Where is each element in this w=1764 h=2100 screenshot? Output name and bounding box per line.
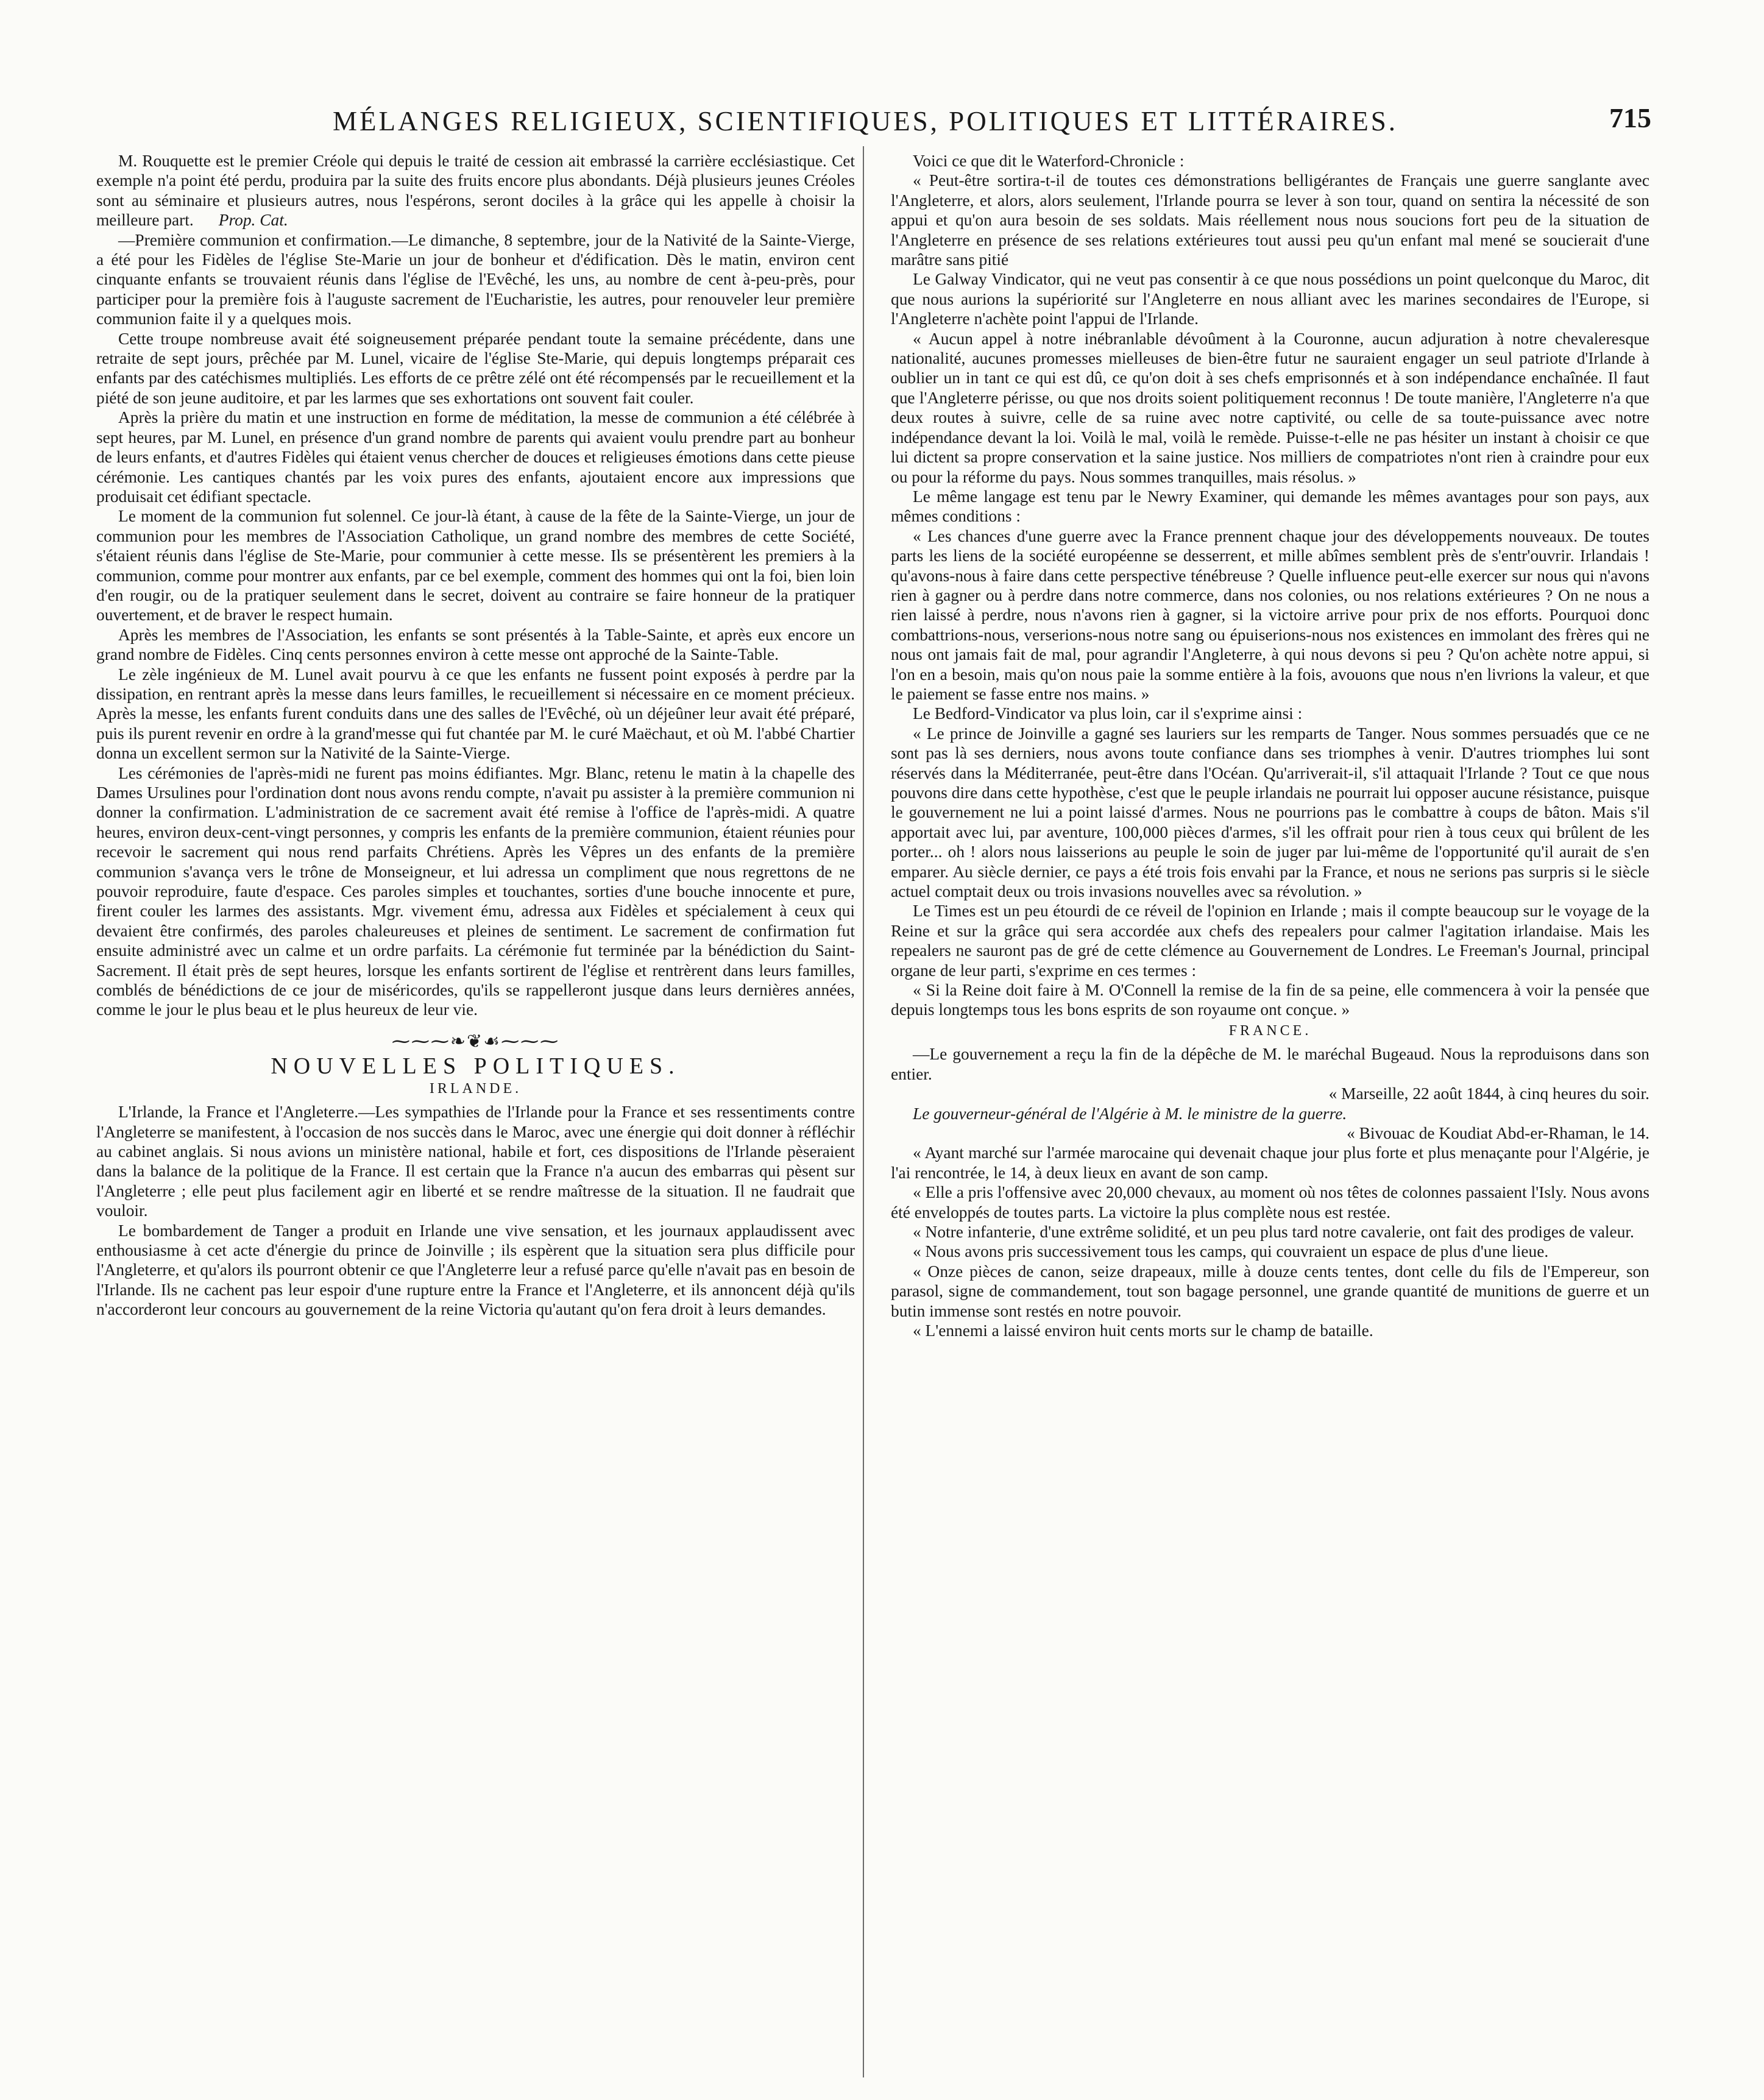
column-divider xyxy=(863,146,864,2077)
quote-freemans: « Si la Reine doit faire à M. O'Connell la remise de la fin de sa peine, elle commencera à voir la pensée que depuis longtemps tous les bons esprits de son royaume ont conçue. » xyxy=(891,981,1649,1019)
quote-newry: « Les chances d'une guerre avec la France prennent chaque jour des développements nouveaux. De toutes parts les liens de la société européenne se desserrent, et mille abîmes semblent près de s'entr'ouvrir. Irlandais ! qu'avons-nous à faire dans cette perspective ténébreuse ? Quelle influence peut-elle exercer sur nous qui n'avons rien à gagner ou à perdre dans notre commerce, dans nos colonies, ou nos relations extérieures ? On ne nous a rien laissé à perdre, nous n'avons rien à gagner, si la victoire arrive pour prix de nos efforts. Pourquoi donc combattrions-nous, verserions-nous notre sang ou épuiserions-nous nos existences en immolant des frères qui ne nous ont jamais fait de mal, pour agrandir l'Angleterre, à qui nous devons si peu ? Qu'on achète notre appui, si l'on en a besoin, mais qu'on nous paie la somme entière à la fois, avouons que nous n'en livrions la valeur, et que le paiement se fasse entre nos mains. » xyxy=(891,526,1649,703)
ornament-divider: ⁓⁓⁓❧❦☙⁓⁓⁓ xyxy=(391,1031,560,1052)
left-column xyxy=(96,151,855,2070)
paragraph-times: Le Times est un peu étourdi de ce réveil de l'opinion en Irlande ; mais il compte beaucoup sur le voyage de la Reine et sur la grâce qui sera accordée aux chefs des repealers pour calmer l'agitation irlandaise. Mais les repealers ne sauront pas de gré de cette clémence au Gouvernement de Londres. Le Freeman's Journal, principal organe de leur parti, s'exprime en ces termes : xyxy=(891,902,1649,980)
paragraph-bedford: Le Bedford-Vindicator va plus loin, car il s'exprime ainsi : xyxy=(913,704,1303,723)
paragraph-rouquette xyxy=(96,151,855,230)
dispatch-paragraph-6: « L'ennemi a laissé environ huit cents morts sur le champ de bataille. xyxy=(913,1321,1373,1340)
signature-prop-cat: Prop. Cat. xyxy=(218,211,288,230)
paragraph-newry: Le même langage est tenu par le Newry Examiner, qui demande les mêmes avantages pour son pays, aux mêmes conditions : xyxy=(891,487,1649,526)
paragraph-text: M. Rouquette est le premier Créole qui depuis le traité de cession ait embrassé la carrière ecclésiastique. Cet exemple n'a point été perdu, produira par la suite des fruits encore plus abondants. Déjà plusieurs jeunes Créoles sont au séminaire et plusieurs autres, nous l'espérons, seront dociles à la grâce qui les appelle à choisir la meilleure part. xyxy=(96,152,855,230)
dispatch-paragraph-1: « Ayant marché sur l'armée marocaine qui devenait chaque jour plus forte et plus menaçante pour l'Algérie, je l'ai rencontrée, le 14, à deux lieux en avant de son camp. xyxy=(891,1144,1649,1182)
quote-bedford: « Le prince de Joinville a gagné ses lauriers sur les remparts de Tanger. Nous sommes persuadés que ce ne sont pas là ses derniers, nous avons toute confiance dans ses triomphes à venir. D'autres triomphes lui sont réservés dans la Méditerranée, peut-être dans l'Océan. Qu'arriverait-il, s'il attaquait l'Irlande ? Tout ce que nous pouvons dire dans cette hypothèse, c'est que le peuple irlandais ne pourrait lui opposer aucune résistance, puisque le gouvernement ne lui a point laissé d'armes. Nous ne pourrions pas le combattre à coups de bâton. Mais s'il apportait avec lui, par aventure, 100,000 pièces d'armes, s'il les offrait pour rien à tous ceux qui brûlent de les porter... oh ! alors nous laisserions au peuple le soin de juger par lui-même de l'opportunité qu'il aurait de s'en emparer. Au siècle dernier, ce pays a été trois fois envahi par la France, et nous ne serions pas surpris si le siècle actuel comptait deux ou trois invasions nouvelles avec sa révolution. » xyxy=(891,724,1649,901)
paragraph-zele-lunel: Le zèle ingénieux de M. Lunel avait pourvu à ce que les enfants ne fussent point exposés à perdre par la dissipation, en rentrant après la messe dans leurs familles, le recueillement si nécessaire en ce moment précieux. Après la messe, les enfants furent conduits dans une des salles de l'Evêché, où un déjeûner leur avait été préparé, puis ils purent revenir en ordre à la grand'messe qui fut chantée par M. le curé Maëchaut, et où M. l'abbé Chartier donna un excellent sermon sur la Nativité de la Sainte-Vierge. xyxy=(96,665,855,763)
page-number: 715 xyxy=(1609,102,1651,133)
paragraph-apres-midi: Les cérémonies de l'après-midi ne furent pas moins édifiantes. Mgr. Blanc, retenu le matin à la chapelle des Dames Ursulines pour l'ordination dont nous avons rendu compte, n'avait pu assister à la première communion ni donner la confirmation. L'administration de ce sacrement avait été remise à l'office de l'après-midi. A quatre heures, environ deux-cent-vingt personnes, y compris les enfants de la première communion, étaient réunies pour recevoir le sacrement qui nous rend parfaits Chrétiens. Après les Vêpres un des enfants de la première communion s'avança vers le trône de Monseigneur, et lui adressa un compliment que nous regrettons de ne pouvoir reproduire, faute d'espace. Ces paroles simples et touchantes, sorties d'une bouche innocente et pure, firent couler les larmes des assistants. Mgr. vivement ému, adressa aux Fidèles et spécialement à ceux qui devaient être confirmés, des paroles chaleureuses et pleines de sentiment. Le sacrement de confirmation fut ensuite administré avec un calme et un ordre parfaits. La cérémonie fut terminée par la bénédiction du Saint-Sacrement. Il était près de sept heures, lorsque les enfants sortirent de l'église et rentrèrent dans leurs familles, comblés de bénédictions de ce jour de miséricordes, qu'ils se rappelleront jusque dans leurs dernières années, comme le jour le plus beau et le plus heureux de leur vie. xyxy=(96,763,855,1019)
quote-galway: « Aucun appel à notre inébranlable dévoûment à la Couronne, aucun adjuration à notre chevaleresque nationalité, aucunes promesses mielleuses de bien-être futur ne sauraient engager un seul patriote d'Irlande à oublier un in tant ce qui est dû, ce qu'on doit à ses chefs emprisonnés et à son indépendance enchaînée. Il faut que l'Angleterre périsse, ou que nos droits soient politiquement reconnus ! De toute manière, l'Angleterre n'a que deux routes à suivre, celle de sa ruine avec notre captivité, ou celle de sa toute-puissance avec notre indépendance devant la loi. Voilà le mal, voilà le remède. Puisse-t-elle ne pas hésiter un instant à choisir ce que lui dictent sa propre conservation et la saine justice. Nos milliers de compatriotes n'ont rien à craindre pour eux ou pour la réforme du pays. Nous sommes tranquilles, mais résolus. » xyxy=(891,329,1649,486)
paragraph-table-sainte: Après les membres de l'Association, les enfants se sont présentés à la Table-Sainte, et après eux encore un grand nombre de Fidèles. Cinq cents personnes environ à cette messe ont approché de la Sainte-Table. xyxy=(96,625,855,664)
subsection-irlande: IRLANDE. xyxy=(429,1080,522,1097)
running-title: MÉLANGES RELIGIEUX, SCIENTIFIQUES, POLITIQUES ET LITTÉRAIRES. xyxy=(332,106,1398,136)
dateline-bivouac: « Bivouac de Koudiat Abd-er-Rhaman, le 14. xyxy=(1347,1123,1649,1142)
dispatch-paragraph-3: « Notre infanterie, d'une extrême solidité, et un peu plus tard notre cavalerie, ont fait des prodiges de valeur. xyxy=(913,1222,1634,1241)
paragraph-messe: Après la prière du matin et une instruction en forme de méditation, la messe de communion a été célébrée à sept heures, par M. Lunel, en présence d'un grand nombre de parents qui avaient voulu prendre part au bonheur de leurs enfants, et d'autres Fidèles qui étaient venus chercher de douces et religieuses émotions dans cette pieuse cérémonie. Les cantiques chantés par les voix pures des enfants, ajoutaient encore aux impressions que produisait cet édifiant spectacle. xyxy=(96,408,855,506)
subsection-france: FRANCE. xyxy=(1228,1022,1312,1039)
paragraph-irlande-france: L'Irlande, la France et l'Angleterre.—Les sympathies de l'Irlande pour la France et ses ressentiments contre l'Angleterre se manifestent, à l'occasion de nos succès dans le Maroc, avec une énergie qui doit donner à réfléchir au cabinet anglais. Si nous avions un ministère national, habile et fort, ces dispositions de l'Irlande pèseraient dans la balance de la politique de la France. Il est certain que la France n'a aucun des embarras qui pèsent sur l'Angleterre ; elle peut plus facilement agir en liberté et se rendre maîtresse de la situation. Il ne faudrait que vouloir. xyxy=(96,1103,855,1220)
section-title: NOUVELLES POLITIQUES. xyxy=(271,1053,681,1080)
paragraph-communion-solennelle: Le moment de la communion fut solennel. Ce jour-là étant, à cause de la fête de la Sainte-Vierge, un jour de communion pour les membres de l'Association Catholique, un grand nombre des membres de cette Société, s'étaient réunis dans l'église de Ste-Marie, pour communier à cette messe. Ils se présentèrent les premiers à la communion, comme pour montrer aux enfants, par ce bel exemple, comment des hommes qui ont la foi, bien loin d'en rougir, ou de la pratiquer seulement dans le secret, doivent au contraire se faire honneur de la pratiquer ouvertement, et de braver le respect humain. xyxy=(96,507,855,624)
paragraph-galway: Le Galway Vindicator, qui ne veut pas consentir à ce que nous possédions un point quelconque du Maroc, dit que nous aurions la supériorité sur l'Angleterre en nous alliant avec les marines secondaires de l'Europe, si l'Angleterre n'achète point l'appui de l'Irlande. xyxy=(891,270,1649,328)
dispatch-paragraph-5: « Onze pièces de canon, seize drapeaux, mille à douze cents tentes, dont celle du fils de l'Empereur, son parasol, signe de commandement, tout son bagage personnel, une grande quantité de munitions de guerre et un butin immense sont restés en notre pouvoir. xyxy=(891,1262,1649,1320)
page-header xyxy=(91,101,1651,149)
paragraph-bombardement: Le bombardement de Tanger a produit en Irlande une vive sensation, et les journaux applaudissent avec enthousiasme à cet acte d'énergie du prince de Joinville ; ils espèrent que la situation sera plus difficile pour l'Angleterre, et qu'alors ils pourront obtenir ce que l'Angleterre leur a refusé parce qu'elle n'avait pas en besoin de l'Irlande. Ils ne cachent pas leur espoir d'une rupture entre la France et l'Angleterre, et ils annoncent déjà qu'ils n'accorderont leur concours au gouvernement de la reine Victoria qu'autant qu'on fera droit à leurs demandes. xyxy=(96,1221,855,1319)
dispatch-heading: Le gouverneur-général de l'Algérie à M. le ministre de la guerre. xyxy=(913,1104,1347,1123)
dateline-marseille: « Marseille, 22 août 1844, à cinq heures du soir. xyxy=(1328,1084,1649,1103)
paragraph-waterford-intro: Voici ce que dit le Waterford-Chronicle : xyxy=(913,152,1185,170)
paragraph-premiere-communion: —Première communion et confirmation.—Le dimanche, 8 septembre, jour de la Nativité de la Sainte-Vierge, a été pour les Fidèles de l'église Ste-Marie un jour de bonheur et d'édification. Dès le matin, environ cent cinquante enfants se trouvaient réunis dans l'église de l'Evêché, les uns, au nombre de cent à-peu-près, pour participer pour la première fois à l'auguste sacrement de l'Eucharistie, les autres, pour renouveler leur première communion faite il y a quelques mois. xyxy=(96,230,855,328)
dispatch-paragraph-2: « Elle a pris l'offensive avec 20,000 chevaux, au moment où nos têtes de colonnes passaient l'Isly. Nous avons été enveloppés de toutes parts. La victoire la plus complète nous est restée. xyxy=(891,1183,1649,1221)
right-column xyxy=(891,151,1649,2070)
quote-waterford: « Peut-être sortira-t-il de toutes ces démonstrations belligérantes de Français une guerre sanglante avec l'Angleterre, et alors, alors seulement, l'Irlande pourra se lever à son tour, quand on sentira la nécessité de son appui et qu'on aura besoin de ses soldats. Mais réellement nous nous soucions fort peu de la situation de l'Angleterre en présence de ses relations extérieures tout aussi peu qu'un enfant mal mené se soucierait d'une marâtre sans pitié xyxy=(891,171,1649,269)
dispatch-paragraph-4: « Nous avons pris successivement tous les camps, qui couvraient un espace de plus d'une lieue. xyxy=(913,1242,1549,1261)
paragraph-depeche: —Le gouvernement a reçu la fin de la dépêche de M. le maréchal Bugeaud. Nous la reproduisons dans son entier. xyxy=(891,1045,1649,1083)
paragraph-retraite: Cette troupe nombreuse avait été soigneusement préparée pendant toute la semaine précédente, dans une retraite de sept jours, prêchée par M. Lunel, vicaire de l'église Ste-Marie, qui depuis longtemps préparait ces enfants par des catéchismes multipliés. Les efforts de ce prêtre zélé ont été récompensés par le recueillement et la piété de son jeune auditoire, et par les larmes que ses exhortations ont souvent fait couler. xyxy=(96,329,855,407)
